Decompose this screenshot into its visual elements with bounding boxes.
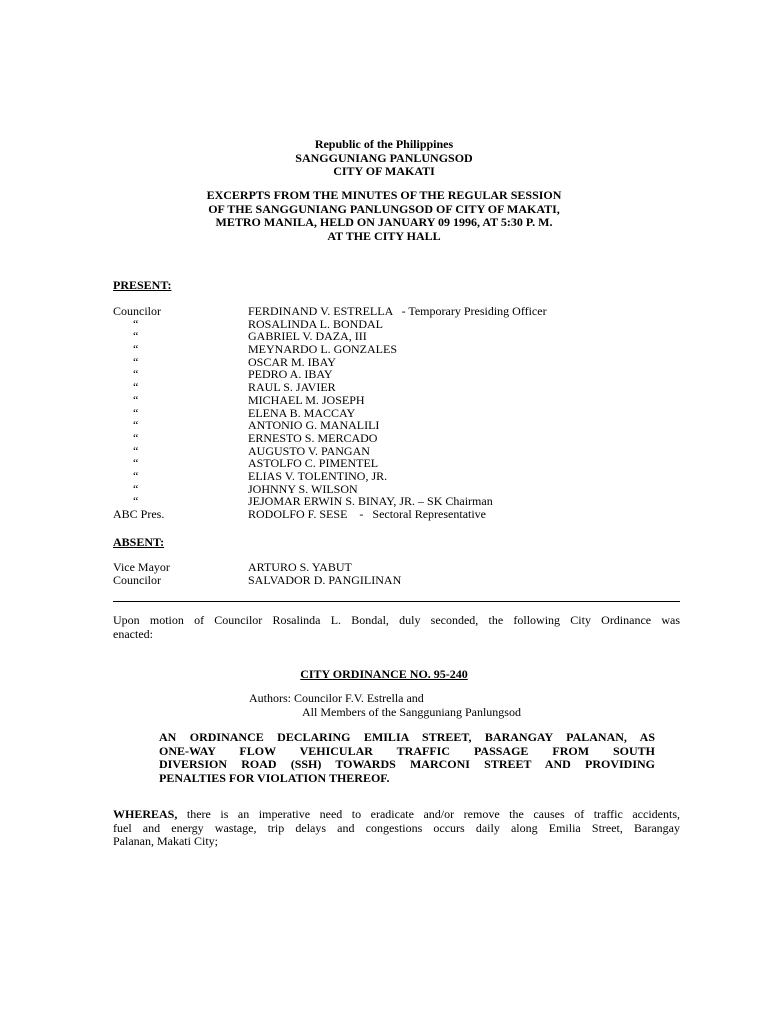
- whereas-line-1-text: there is an imperative need to eradicate and/or remove the causes of traffic accidents,: [177, 807, 680, 821]
- ordinance-desc-line-2: ONE-WAY FLOW VEHICULAR TRAFFIC PASSAGE FROM SOUTH: [159, 743, 655, 758]
- excerpt-line-3: METRO MANILA, HELD ON JANUARY 09 1996, AT 5:30 P. M.: [215, 215, 553, 229]
- excerpt-line-1: EXCERPTS FROM THE MINUTES OF THE REGULAR SESSION: [206, 188, 562, 202]
- whereas-line-1: [113, 808, 680, 822]
- member-role: “: [133, 481, 139, 496]
- member-role: “: [133, 367, 139, 382]
- motion-paragraph: [113, 614, 680, 641]
- whereas-line-2: fuel and energy wastage, trip delays and congestions occurs daily along Emilia Street, Barangay: [113, 820, 680, 835]
- member-name: JOHNNY S. WILSON: [248, 481, 358, 496]
- absent-roster: [113, 561, 673, 586]
- document-header: [0, 138, 768, 179]
- excerpt-line-2: OF THE SANGGUNIANG PANLUNGSOD OF CITY OF MAKATI,: [208, 201, 560, 216]
- member-name: JEJOMAR ERWIN S. BINAY, JR. – SK Chairman: [248, 494, 493, 509]
- roster-row: [113, 574, 673, 587]
- absent-label: ABSENT:: [113, 535, 165, 549]
- roster-row: [113, 508, 673, 521]
- member-role: Councilor: [113, 572, 161, 587]
- member-role: “: [133, 430, 139, 445]
- roster-row: [113, 457, 673, 470]
- authors-line-1: Authors: Councilor F.V. Estrella and: [249, 691, 424, 705]
- section-divider: [113, 601, 680, 602]
- member-role: “: [133, 456, 139, 471]
- member-role: “: [133, 329, 139, 344]
- present-roster: [113, 305, 673, 521]
- ordinance-desc-line-3: DIVERSION ROAD (SSH) TOWARDS MARCONI STREET AND PROVIDING: [159, 757, 655, 771]
- roster-row: [113, 343, 673, 356]
- member-role: “: [133, 380, 139, 395]
- member-role: “: [133, 494, 139, 509]
- member-name: RAUL S. JAVIER: [248, 380, 336, 395]
- member-name: GABRIEL V. DAZA, III: [248, 329, 367, 344]
- roster-row: [113, 318, 673, 331]
- member-name: AUGUSTO V. PANGAN: [248, 443, 370, 458]
- member-name: PEDRO A. IBAY: [248, 367, 333, 382]
- member-role: ABC Pres.: [113, 507, 165, 521]
- member-name: OSCAR M. IBAY: [248, 354, 336, 369]
- header-city: CITY OF MAKATI: [333, 164, 435, 178]
- roster-row: [113, 419, 673, 432]
- member-name: ROSALINDA L. BONDAL: [248, 316, 383, 331]
- member-name: RODOLFO F. SESE - Sectoral Representative: [248, 507, 487, 521]
- member-role: Councilor: [113, 304, 161, 318]
- roster-row: [113, 381, 673, 394]
- roster-row: [113, 394, 673, 407]
- member-role: “: [133, 405, 139, 420]
- motion-line-2: enacted:: [113, 626, 153, 641]
- present-label: PRESENT:: [113, 278, 172, 292]
- member-role: “: [133, 392, 139, 407]
- member-name: ERNESTO S. MERCADO: [248, 430, 378, 445]
- roster-row: [113, 305, 673, 318]
- whereas-clause: [113, 808, 680, 849]
- member-role: “: [133, 468, 139, 483]
- member-role: “: [133, 443, 139, 458]
- member-name: MEYNARDO L. GONZALES: [248, 342, 397, 357]
- ordinance-title: CITY ORDINANCE NO. 95-240: [300, 667, 468, 681]
- member-name: SALVADOR D. PANGILINAN: [248, 572, 402, 587]
- excerpt-line-4: AT THE CITY HALL: [327, 228, 441, 243]
- member-role: “: [133, 316, 139, 331]
- header-republic: Republic of the Philippines: [314, 137, 454, 151]
- member-name: ASTOLFO C. PIMENTEL: [248, 456, 379, 471]
- member-name: MICHAEL M. JOSEPH: [248, 392, 365, 407]
- roster-row: [113, 407, 673, 420]
- ordinance-description: [159, 731, 655, 785]
- whereas-keyword: WHEREAS,: [113, 807, 178, 821]
- member-role: “: [133, 418, 139, 433]
- header-council: SANGGUNIANG PANLUNGSOD: [295, 150, 473, 165]
- whereas-line-3: Palanan, Makati City;: [113, 834, 218, 848]
- ordinance-authors: [249, 692, 521, 719]
- member-name: ELENA B. MACCAY: [248, 405, 356, 420]
- roster-row: [113, 561, 673, 574]
- roster-row: [113, 432, 673, 445]
- motion-line-1: Upon motion of Councilor Rosalinda L. Bondal, duly seconded, the following City Ordinance was: [113, 613, 680, 627]
- member-role: “: [133, 354, 139, 369]
- ordinance-desc-line-1: AN ORDINANCE DECLARING EMILIA STREET, BARANGAY PALANAN, AS: [159, 730, 655, 744]
- member-name: FERDINAND V. ESTRELLA - Temporary Presiding Officer: [248, 304, 547, 318]
- member-name: ELIAS V. TOLENTINO, JR.: [248, 468, 388, 483]
- roster-row: [113, 356, 673, 369]
- member-role: Vice Mayor: [113, 560, 170, 574]
- member-name: ARTURO S. YABUT: [248, 560, 352, 574]
- roster-row: [113, 470, 673, 483]
- member-role: “: [133, 342, 139, 357]
- roster-row: [113, 445, 673, 458]
- authors-line-2: All Members of the Sangguniang Panlungsod: [302, 704, 521, 719]
- ordinance-desc-line-4: PENALTIES FOR VIOLATION THEREOF.: [159, 770, 390, 785]
- member-name: ANTONIO G. MANALILI: [248, 418, 380, 433]
- roster-row: [113, 368, 673, 381]
- excerpt-title: [0, 189, 768, 243]
